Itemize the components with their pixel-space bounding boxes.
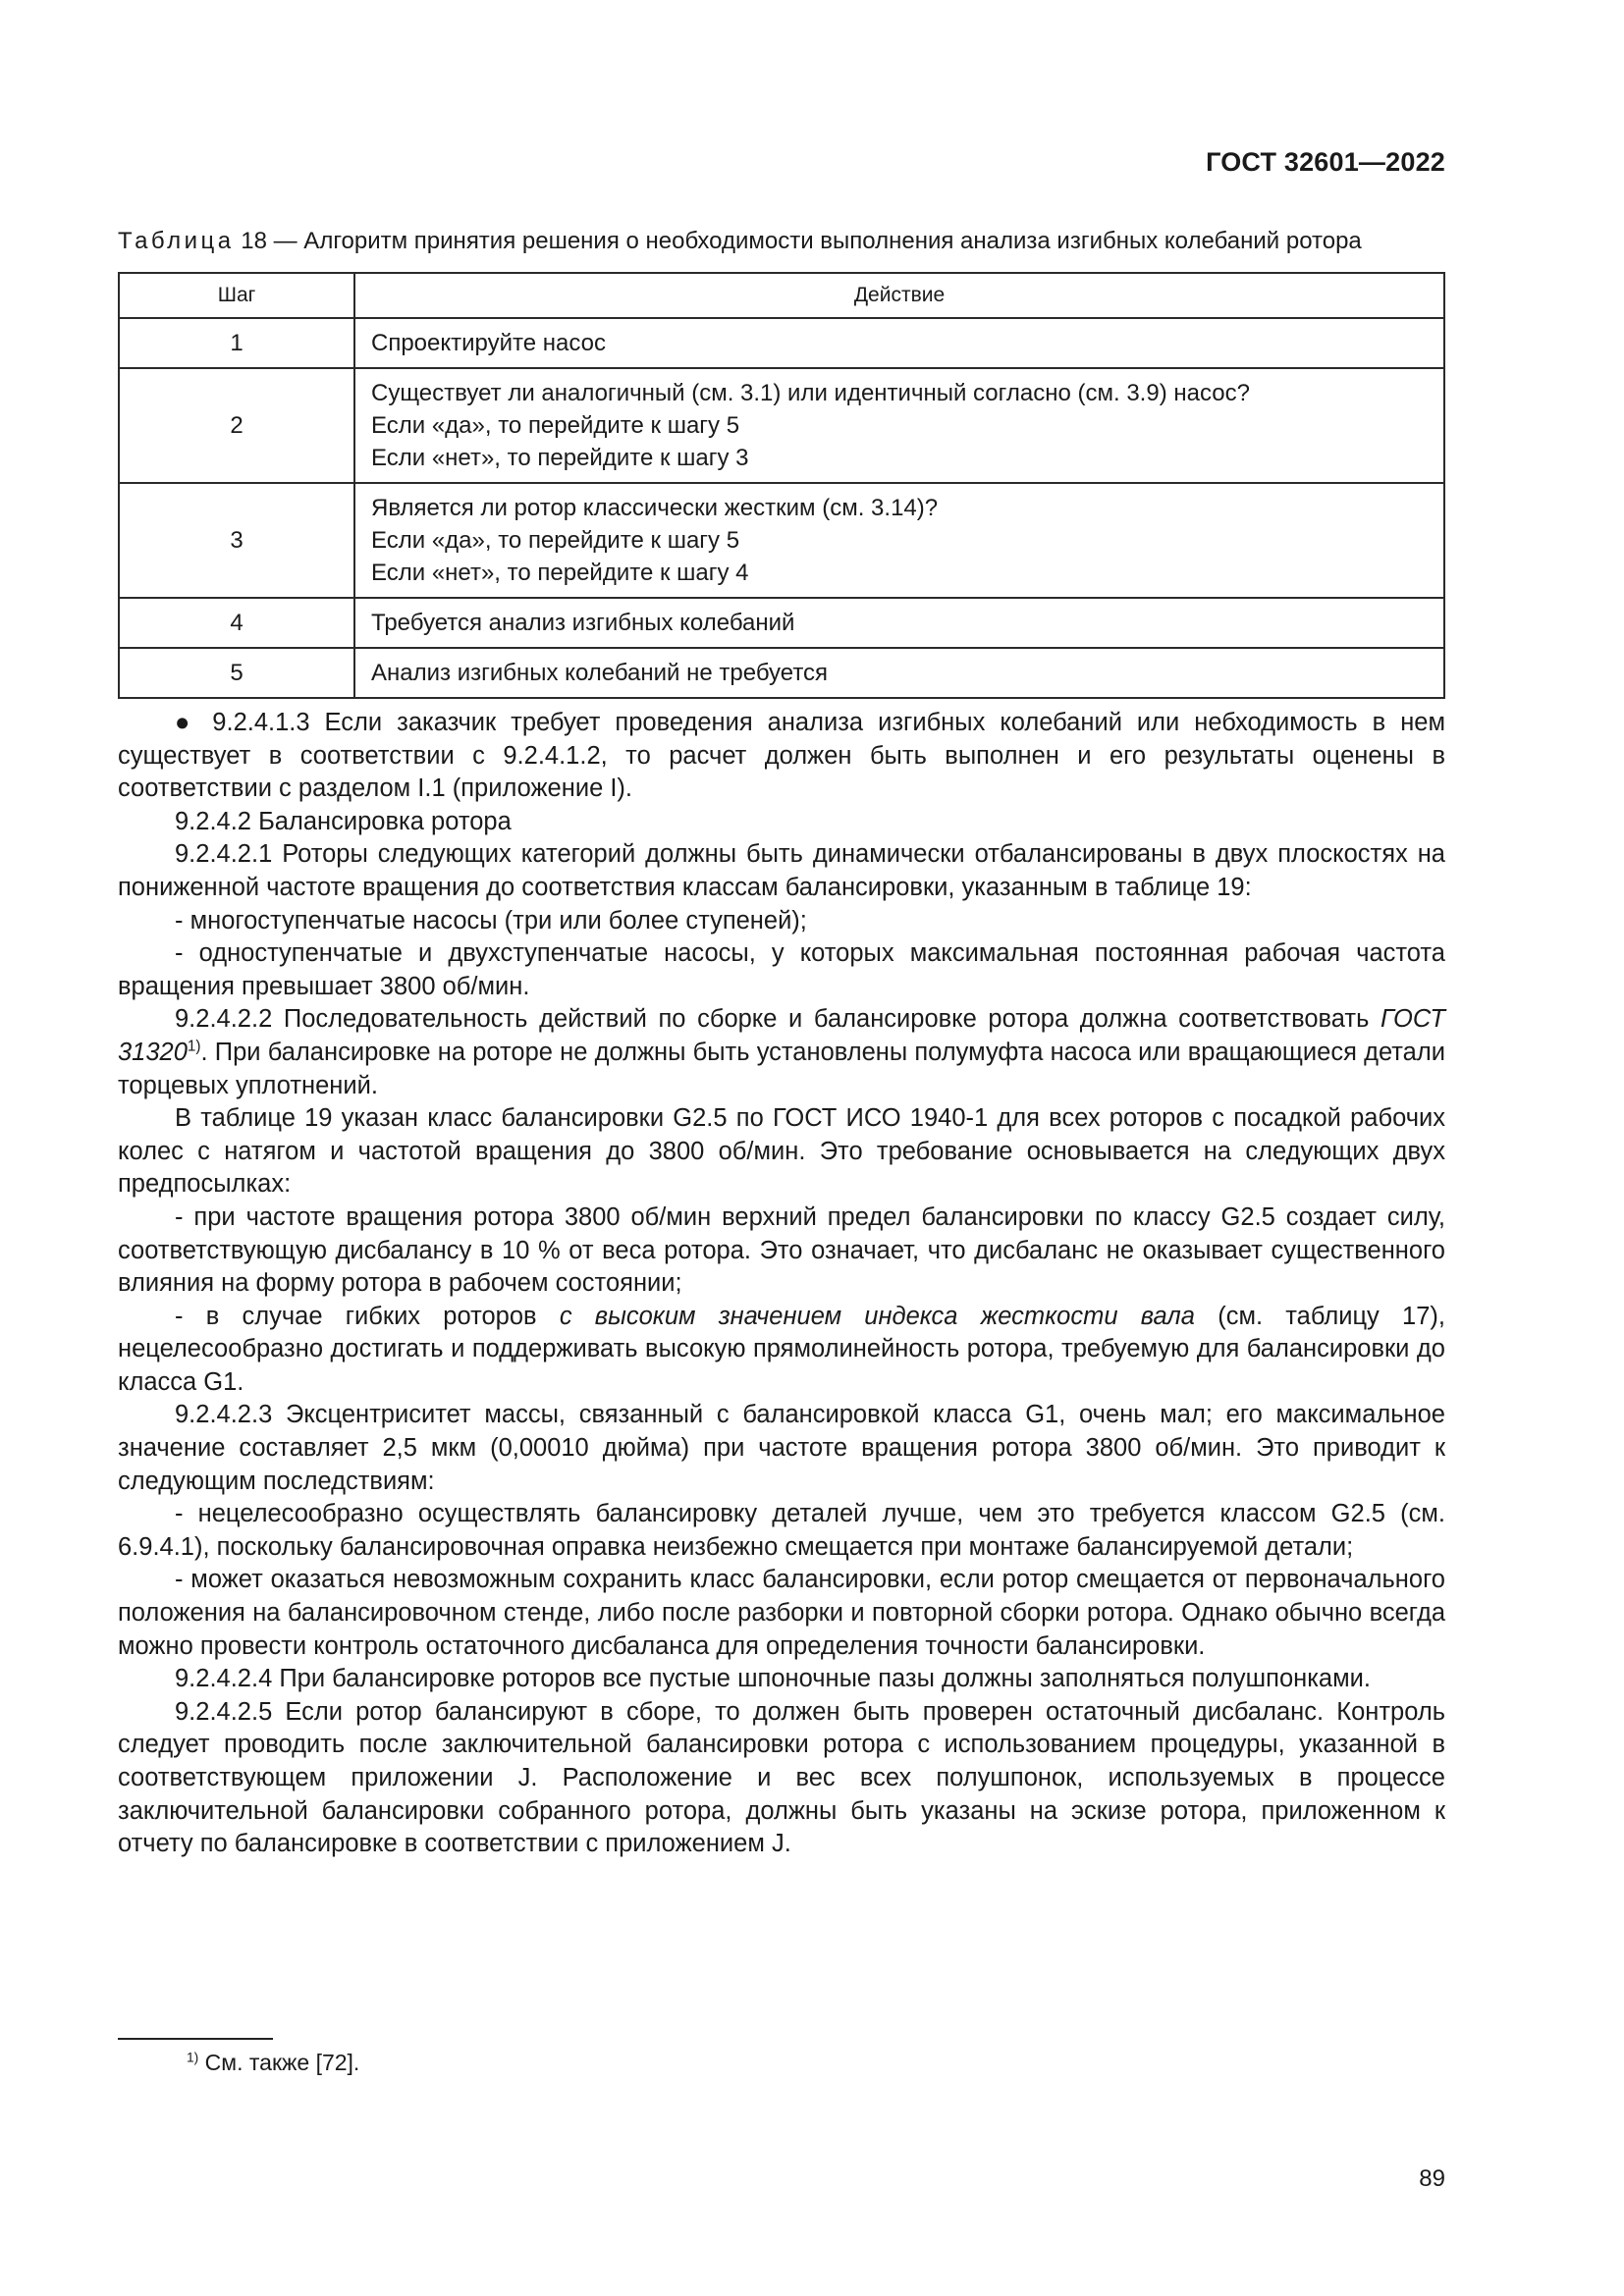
paragraph-table-19-note: В таблице 19 указан класс балансировки G2.5 по ГОСТ ИСО 1940-1 для всех роторов с посадкой рабочих колес с натягом и частотой вращения до 3800 об/мин. Это требование основывается на следующих двух предпосылках:	[118, 1104, 1445, 1199]
action-cell	[354, 318, 1444, 368]
step-number: 5	[119, 648, 354, 698]
text-run: 9.2.4.2.2 Последовательность действий по сборке и балансировке ротора должна соответствовать	[175, 1005, 1380, 1034]
paragraph-9-2-4-2-3: 9.2.4.2.3 Эксцентриситет массы, связанный с балансировкой класса G1, очень мал; его максимальное значение составляет 2,5 мкм (0,00010 дюйма) при частоте вращения ротора 3800 об/мин. Это приводит к следующим последствиям:	[118, 1401, 1445, 1495]
table-row	[119, 648, 1444, 698]
table-row	[119, 483, 1444, 598]
text-run: . При балансировке на роторе не должны быть установлены полумуфта насоса или вращающиеся детали торцевых уплотнений.	[118, 1038, 1445, 1099]
footnote-reference: 1)	[187, 1038, 201, 1055]
paragraph-9-2-4-2-1: 9.2.4.2.1 Роторы следующих категорий должны быть динамически отбалансированы в двух плоскостях на пониженной частоте вращения до соответствия классам балансировки, указанным в таблице 19:	[118, 840, 1445, 901]
standard-reference: ГОСТ 31320	[118, 1005, 1445, 1066]
step-number: 1	[119, 318, 354, 368]
table-row	[119, 368, 1444, 483]
action-line: Анализ изгибных колебаний не требуется	[371, 660, 829, 686]
table-row	[119, 318, 1444, 368]
paragraph-9-2-4-2-5: 9.2.4.2.5 Если ротор балансируют в сборе, то должен быть проверен остаточный дисбаланс. Контроль следует проводить после заключительной балансировки ротора с использованием процедуры, указанной в соответствующем приложении J. Расположение и вес всех полушпонок, используемых в процессе заключительной балансировки собранного ротора, должны быть указаны на эскизе ротора, приложенном к отчету по балансировке в соответствии с приложением J.	[118, 1697, 1445, 1858]
emphasis-text: с высоким значением индекса жесткости вала	[559, 1302, 1195, 1330]
decision-table	[118, 272, 1445, 699]
text-run: (см. таблицу 17), нецелесообразно достигать и поддерживать высокую прямолинейность ротора, требуемую для балансировки до класса G1.	[118, 1302, 1445, 1396]
footnote	[187, 2050, 359, 2076]
footnote-divider	[118, 2038, 273, 2040]
body-text	[118, 707, 1445, 1861]
action-cell	[354, 598, 1444, 648]
action-cell	[354, 368, 1444, 483]
list-item: - может оказаться невозможным сохранить класс балансировки, если ротор смещается от первоначального положения на балансировочном стенде, либо после разборки и повторной сборки ротора. Однако обычно всегда можно провести контроль остаточного дисбаланса для определения точности балансировки.	[118, 1566, 1445, 1660]
text-run: - в случае гибких роторов	[175, 1302, 560, 1330]
action-line: Если «нет», то перейдите к шагу 3	[371, 445, 749, 471]
action-line: Если «нет», то перейдите к шагу 4	[371, 560, 749, 586]
list-item: - многоступенчатые насосы (три или более ступеней);	[175, 906, 807, 934]
table-caption-prefix: Таблица	[118, 228, 235, 254]
table-caption	[118, 228, 1445, 255]
action-line: Если «да», то перейдите к шагу 5	[371, 527, 740, 554]
step-number: 3	[119, 483, 354, 598]
footnote-marker: 1)	[187, 2050, 199, 2065]
action-line: Требуется анализ изгибных колебаний	[371, 610, 795, 636]
action-line: Если «да», то перейдите к шагу 5	[371, 412, 740, 439]
table-header-row	[119, 273, 1444, 318]
table-caption-text: 18 — Алгоритм принятия решения о необходимости выполнения анализа изгибных колебаний ротора	[234, 228, 1362, 254]
table-row	[119, 598, 1444, 648]
list-item: - нецелесообразно осуществлять балансировку деталей лучше, чем это требуется классом G2.5 (см. 6.9.4.1), поскольку балансировочная оправка неизбежно смещается при монтаже балансируемой детали;	[118, 1500, 1445, 1561]
section-heading-rotor-balancing: 9.2.4.2 Балансировка ротора	[175, 807, 512, 835]
column-header-step: Шаг	[119, 273, 354, 318]
paragraph-9-2-4-2-2	[118, 1003, 1445, 1102]
action-line: Является ли ротор классически жестким (см. 3.14)?	[371, 495, 939, 521]
action-cell	[354, 648, 1444, 698]
action-cell	[354, 483, 1444, 598]
list-item	[118, 1301, 1445, 1400]
document-code: ГОСТ 32601—2022	[1206, 147, 1445, 177]
list-item: - одноступенчатые и двухступенчатые насосы, у которых максимальная постоянная рабочая частота вращения превышает 3800 об/мин.	[118, 939, 1445, 1000]
list-item: - при частоте вращения ротора 3800 об/мин верхний предел балансировки по классу G2.5 создает силу, соответствующую дисбалансу в 10 % от веса ротора. Это означает, что дисбаланс не оказывает существенного влияния на форму ротора в рабочем состоянии;	[118, 1202, 1445, 1298]
paragraph-9-2-4-2-4: 9.2.4.2.4 При балансировке роторов все пустые шпоночные пазы должны заполняться полушпонками.	[175, 1665, 1371, 1693]
step-number: 2	[119, 368, 354, 483]
page-number: 89	[1419, 2165, 1445, 2192]
footnote-text: См. также [72].	[198, 2050, 360, 2075]
step-number: 4	[119, 598, 354, 648]
paragraph-9-2-4-1-3: ● 9.2.4.1.3 Если заказчик требует проведения анализа изгибных колебаний или небходимость в нем существует в соответствии с 9.2.4.1.2, то расчет должен быть выполнен и его результаты оценены в соответствии с разделом I.1 (приложение I).	[118, 709, 1445, 803]
column-header-action: Действие	[354, 273, 1444, 318]
action-line: Существует ли аналогичный (см. 3.1) или идентичный согласно (см. 3.9) насос?	[371, 380, 1250, 406]
action-line: Спроектируйте насос	[371, 330, 606, 356]
